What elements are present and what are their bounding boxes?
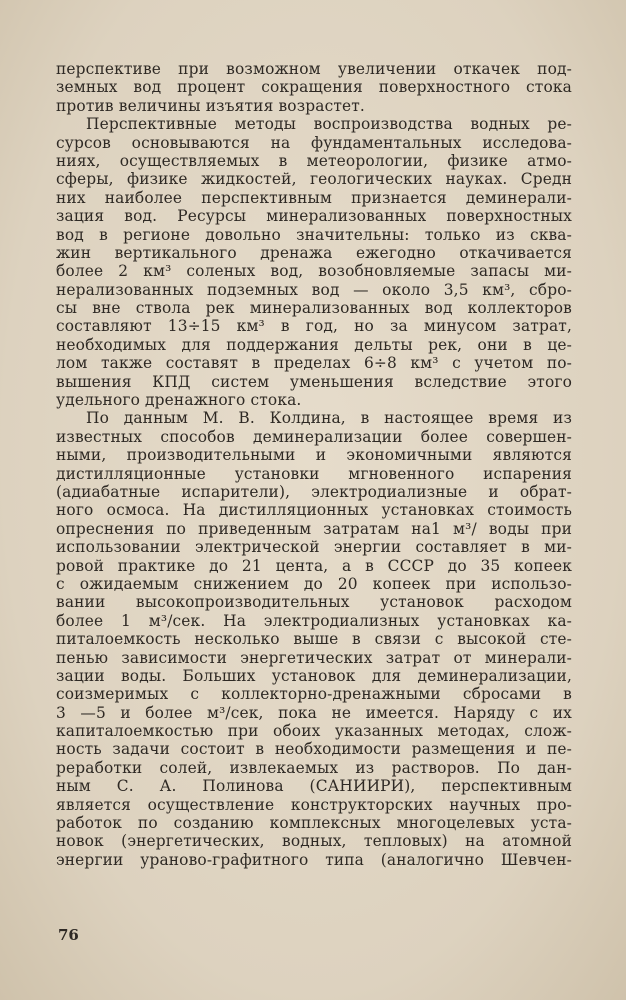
text-line: является осуществление конструкторских научных про- <box>56 795 572 814</box>
text-line: вании высокопроизводительных установок расходом <box>56 593 572 612</box>
text-line: ного осмоса. На дистилляционных установках стоимость <box>56 501 572 520</box>
text-line: По данным М. В. Колдина, в настоящее время из <box>86 409 572 428</box>
text-line: нерализованных подземных вод — около 3,5 км³, сбро- <box>56 280 572 299</box>
body-text <box>56 60 572 869</box>
text-line: Перспективные методы воспроизводства водных ре- <box>86 115 572 134</box>
text-line: зация вод. Ресурсы минерализованных поверхностных <box>56 207 572 226</box>
text-line: необходимых для поддержания дельты рек, они в це- <box>56 335 572 354</box>
text-line: реработки солей, извлекаемых из растворов. По дан- <box>56 758 572 777</box>
text-line: более 2 км³ соленых вод, возобновляемые запасы ми- <box>56 262 572 281</box>
text-line: соизмеримых с коллекторно-дренажными сбросами в <box>56 685 572 704</box>
text-line: лом также составят в пределах 6÷8 км³ с учетом по- <box>56 354 572 373</box>
text-line: сферы, физике жидкостей, геологических науках. Средн <box>56 170 572 189</box>
text-line: ниях, осуществляемых в метеорологии, физике атмо- <box>56 151 572 170</box>
text-line: пенью зависимости энергетических затрат от минерали- <box>56 648 572 667</box>
text-line: ным С. А. Полинова (САНИИРИ), перспективным <box>56 777 572 796</box>
text-line: жин вертикального дренажа ежегодно откачивается <box>56 243 572 262</box>
paragraph <box>56 115 572 409</box>
text-line: удельного дренажного стока. <box>56 391 302 410</box>
text-line: более 1 м³/сек. На электродиализных установках ка- <box>56 611 572 630</box>
text-line: работок по созданию комплексных многоцелевых уста- <box>56 814 572 833</box>
text-line: ровой практике до 21 цента, а в СССР до 35 копеек <box>56 556 572 575</box>
text-line: зации воды. Больших установок для деминерализации, <box>56 666 572 685</box>
text-line: ными, производительными и экономичными являются <box>56 446 572 465</box>
text-line: против величины изъятия возрастет. <box>56 96 365 115</box>
text-line: с ожидаемым снижением до 20 копеек при использо- <box>56 574 572 593</box>
text-line: дистилляционные установки мгновенного испарения <box>56 464 572 483</box>
text-line: питалоемкость несколько выше в связи с высокой сте- <box>56 630 572 649</box>
text-line: 3 —5 и более м³/сек, пока не имеется. Наряду с их <box>56 703 572 722</box>
text-line: капиталоемкостью при обоих указанных методах, слож- <box>56 722 572 741</box>
text-line: них наиболее перспективным признается деминерали- <box>56 188 572 207</box>
text-line: земных вод процент сокращения поверхностного стока <box>56 78 572 97</box>
page-number: 76 <box>58 926 79 944</box>
text-line: энергии ураново-графитного типа (аналогично Шевчен- <box>56 850 572 869</box>
text-line: сы вне ствола рек минерализованных вод коллекторов <box>56 299 572 318</box>
text-line: использовании электрической энергии составляет в ми- <box>56 538 572 557</box>
paragraph <box>56 60 572 115</box>
paragraph <box>56 409 572 869</box>
text-line: сурсов основываются на фундаментальных исследова- <box>56 133 572 152</box>
text-line: известных способов деминерализации более совершен- <box>56 427 572 446</box>
text-line: вышения КПД систем уменьшения вследствие этого <box>56 372 572 391</box>
text-line: новок (энергетических, водных, тепловых) на атомной <box>56 832 572 851</box>
text-line: вод в регионе довольно значительны: только из сква- <box>56 225 572 244</box>
text-line: (адиабатные испарители), электродиализные и обрат- <box>56 482 572 501</box>
text-line: опреснения по приведенным затратам на1 м³/ воды при <box>56 519 572 538</box>
text-line: ность задачи состоит в необходимости размещения и пе- <box>56 740 572 759</box>
text-line: составляют 13÷15 км³ в год, но за минусом затрат, <box>56 317 572 336</box>
text-line: перспективе при возможном увеличении откачек под- <box>56 60 572 78</box>
